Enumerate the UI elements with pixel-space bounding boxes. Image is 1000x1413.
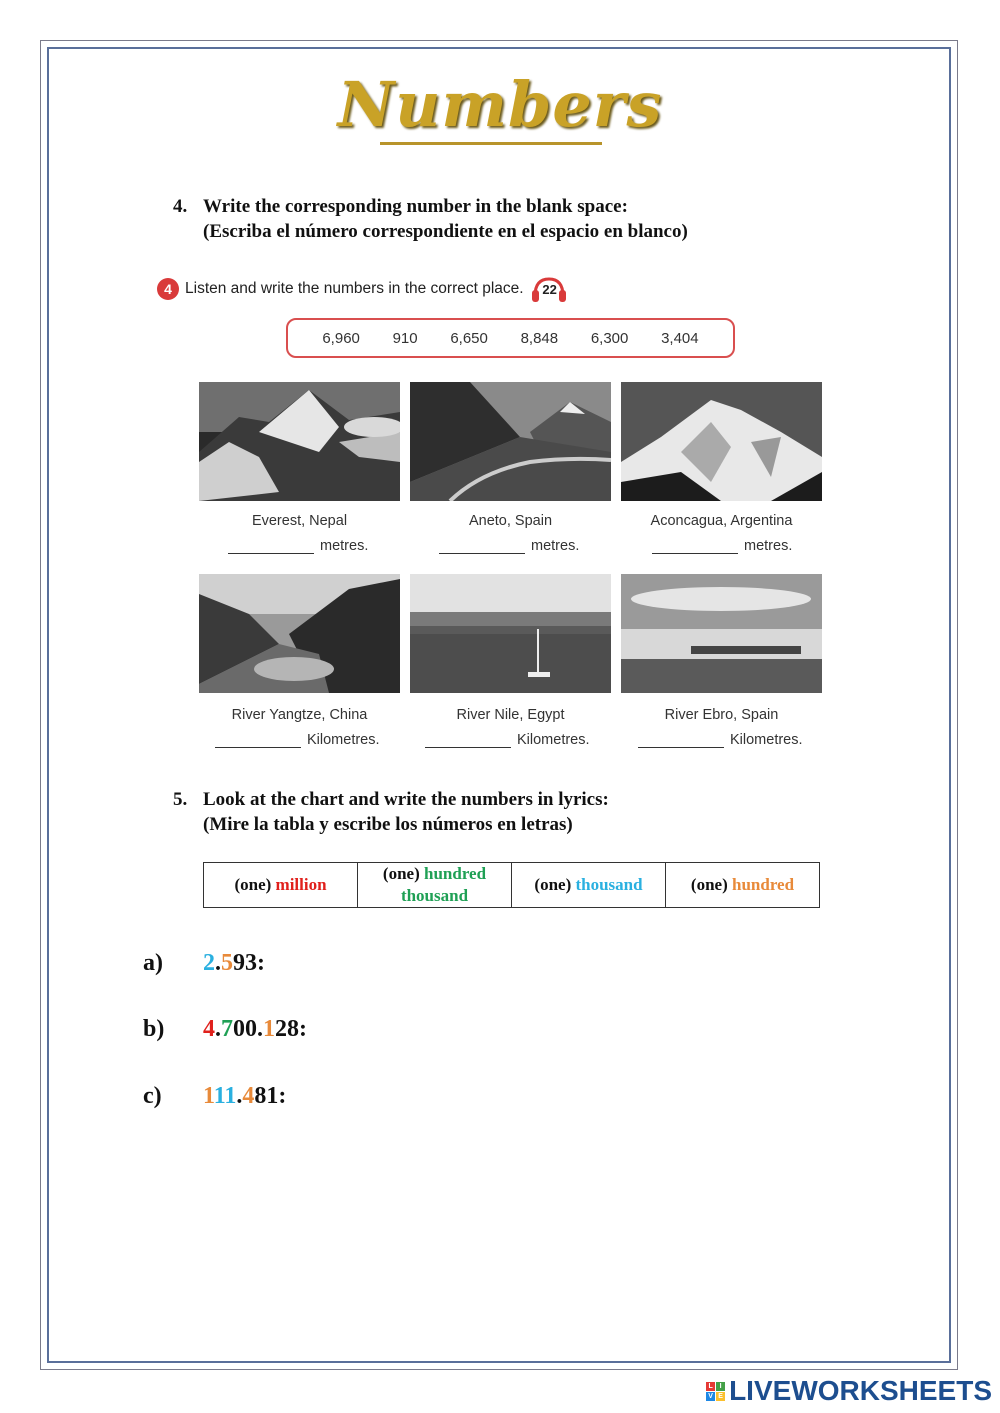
listen-text: Listen and write the numbers in the correct place. [185, 280, 524, 297]
digit-hundred-thousands: 1 [203, 1083, 214, 1109]
logo-letter: V [706, 1392, 715, 1401]
digit-hundreds: 5 [221, 950, 233, 976]
number-option: 6,650 [450, 329, 488, 347]
chart-prefix: (one) [534, 875, 572, 894]
number-option: 910 [392, 329, 418, 347]
digit-hundreds: 1 [263, 1016, 275, 1042]
caption-aconcagua: Aconcagua, Argentina [650, 513, 793, 529]
item-label: c) [143, 1083, 162, 1109]
digits-rest: 93: [233, 950, 265, 976]
number-options-box [286, 318, 735, 358]
answer-blank[interactable] [652, 539, 738, 554]
chart-word-thousand: thousand [400, 886, 469, 905]
unit-label: Kilometres. [517, 732, 590, 748]
page-title: Numbers [337, 68, 663, 141]
answer-blank[interactable] [638, 733, 724, 748]
separator: . [215, 950, 221, 976]
headphones-icon[interactable] [530, 276, 568, 302]
answer-aneto [439, 538, 579, 554]
caption-everest: Everest, Nepal [251, 513, 348, 529]
chart-word-thousand: thousand [575, 875, 643, 894]
item-label: b) [143, 1016, 165, 1042]
chart-cell-thousand [512, 863, 666, 908]
chart-cell-hundred [666, 863, 820, 908]
logo-letter: E [716, 1392, 725, 1401]
exercise-item-b [143, 1016, 307, 1043]
number-option: 8,848 [520, 329, 559, 347]
logo-letter: L [706, 1382, 715, 1391]
unit-label: metres. [531, 538, 580, 554]
answer-blank[interactable] [425, 733, 511, 748]
chart-cell-million [204, 863, 358, 908]
photo-nile [410, 574, 611, 693]
exercise-badge: 4 [157, 278, 179, 300]
answer-blank[interactable] [215, 733, 301, 748]
question-4-number: 4. [173, 196, 188, 217]
exercise-item-a [143, 950, 265, 977]
question-4-line2: (Escriba el número correspondiente en el espacio en blanco) [203, 221, 688, 242]
unit-label: Kilometres. [307, 732, 380, 748]
number-option: 3,404 [661, 329, 699, 347]
digit-hundred-thousands: 7 [221, 1016, 233, 1042]
number-option: 6,960 [322, 329, 360, 347]
answer-yangtze [215, 732, 380, 748]
caption-aneto: Aneto, Spain [468, 513, 553, 529]
answer-everest [228, 538, 368, 554]
question-5-number: 5. [173, 789, 188, 810]
digits-rest: 81: [254, 1083, 287, 1109]
audio-track-number: 22 [542, 282, 557, 297]
question-4 [173, 194, 688, 244]
caption-yangtze: River Yangtze, China [231, 707, 368, 723]
listen-instruction [157, 276, 568, 302]
question-5-line1: Look at the chart and write the numbers in lyrics: [203, 789, 609, 810]
item-label: a) [143, 950, 163, 976]
digit-millions: 4 [203, 1016, 215, 1042]
page-border-inner [47, 47, 951, 1363]
question-5-line2: (Mire la tabla y escribe los números en letras) [203, 814, 573, 835]
separator: . [236, 1083, 243, 1109]
digits-rest: 28: [275, 1016, 307, 1042]
separator: . [215, 1016, 221, 1042]
photo-aconcagua [621, 382, 822, 501]
logo-letter: I [716, 1382, 725, 1391]
chart-prefix: (one) [690, 875, 728, 894]
digits-thousands: 11 [213, 1083, 237, 1109]
photo-everest [199, 382, 400, 501]
digit-hundreds: 4 [242, 1083, 255, 1109]
photo-yangtze [199, 574, 400, 693]
chart-word-hundred: hundred [732, 875, 795, 894]
question-4-line1: Write the corresponding number in the blank space: [203, 196, 628, 217]
number-option: 6,300 [590, 329, 629, 347]
brand-name: LIVEWORKSHEETS [729, 1375, 992, 1406]
answer-ebro [638, 732, 803, 748]
exercise-item-c [143, 1083, 286, 1110]
liveworksheets-logo[interactable] [706, 1375, 992, 1407]
answer-nile [425, 732, 590, 748]
chart-prefix: (one) [234, 875, 272, 894]
unit-label: metres. [744, 538, 793, 554]
answer-aconcagua [652, 538, 792, 554]
digit-thousands: 2 [203, 950, 215, 976]
digits-rest: 00. [233, 1016, 263, 1042]
photo-ebro [621, 574, 822, 693]
unit-label: Kilometres. [730, 732, 803, 748]
answer-blank[interactable] [228, 539, 314, 554]
chart-cell-hundred-thousand [358, 863, 512, 908]
chart-word-million: million [275, 875, 327, 894]
title-underline [380, 142, 602, 145]
unit-label: metres. [320, 538, 369, 554]
photo-aneto [410, 382, 611, 501]
logo-grid-icon [706, 1382, 725, 1401]
question-5 [173, 787, 609, 837]
answer-blank[interactable] [439, 539, 525, 554]
chart-prefix: (one) [382, 864, 420, 883]
caption-nile: River Nile, Egypt [456, 707, 565, 723]
chart-word-hundred: hundred [424, 864, 487, 883]
caption-ebro: River Ebro, Spain [664, 707, 779, 723]
place-value-chart [203, 862, 820, 908]
